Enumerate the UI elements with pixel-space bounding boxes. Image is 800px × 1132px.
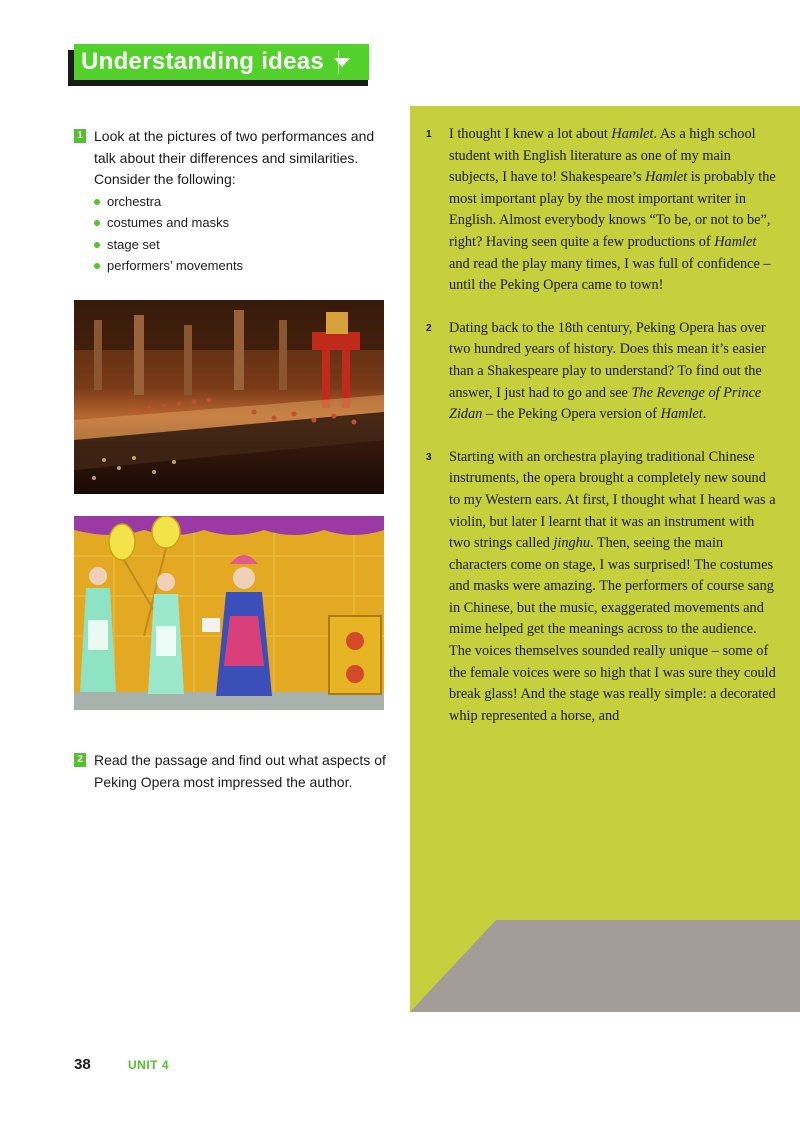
italic-title: jinghu — [553, 535, 590, 552]
reading-passage — [426, 124, 776, 748]
banner-divider — [338, 50, 339, 74]
paragraph-text: is probably the most important play by the most important writer in English. Almost everybody knows “To be, or not to be”, right? Having seen quite a few productions of — [449, 169, 776, 250]
bullet-dot-icon — [94, 199, 100, 205]
section-title: Understanding ideas — [81, 48, 325, 75]
reading-paragraph — [426, 447, 776, 728]
header-banner — [74, 44, 369, 80]
performers-image — [74, 516, 384, 710]
reading-panel-corner — [410, 920, 800, 1012]
task-1 — [74, 126, 394, 277]
task-1-instruction: Look at the pictures of two performances and talk about their differences and similarities. Consider the following: — [94, 128, 375, 187]
orchestra-stage-image — [74, 300, 384, 494]
italic-title: Hamlet — [660, 406, 703, 423]
task-2-instruction: Read the passage and find out what aspects of Peking Opera most impressed the author. — [94, 752, 386, 790]
page-number: 38 — [74, 1056, 91, 1073]
italic-title: Hamlet — [611, 126, 654, 142]
paragraph-number: 2 — [426, 322, 432, 334]
consider-list — [74, 191, 394, 277]
bullet-dot-icon — [94, 263, 100, 269]
bullet-dot-icon — [94, 242, 100, 248]
bullet-dot-icon — [94, 220, 100, 226]
paragraph-number: 1 — [426, 129, 432, 140]
consider-list-item: orchestra — [94, 191, 394, 213]
paragraph-number: 3 — [426, 451, 432, 463]
consider-list-item: costumes and masks — [94, 212, 394, 234]
consider-list-item: performers’ movements — [94, 255, 394, 277]
task-number-badge: 1 — [74, 129, 86, 143]
task-number-badge: 2 — [74, 753, 86, 767]
paragraph-text: . As a high school student with English literature as one of my main subjects, I have to! Shakespeare’s — [449, 126, 756, 186]
reading-paragraph — [426, 124, 776, 297]
reading-paragraph — [426, 318, 776, 426]
paragraph-text: . Then, seeing the main characters come on stage, I was surprised! The costumes and masks were amazing. The performers of course sang in Chinese, but the music, exaggerated movements and mime helped get the meanings across to the audience. The voices themselves sounded really unique – some of the female voices were so high that I was sure they could break glass! And the stage was really simple: a decorated whip represented a horse, and — [449, 535, 776, 724]
chevron-down-icon — [334, 58, 350, 67]
paragraph-text: I thought I knew a lot about — [449, 126, 612, 142]
paragraph-text: – the Peking Opera version of — [482, 406, 661, 423]
paragraph-text: and read the play many times, I was full of confidence – until the Peking Opera came to town! — [449, 255, 771, 294]
italic-title: The Revenge of Prince Zidan — [449, 384, 762, 423]
paragraph-text: . — [702, 406, 707, 423]
italic-title: Hamlet — [645, 169, 688, 186]
task-2 — [74, 750, 394, 793]
consider-list-item: stage set — [94, 234, 394, 256]
italic-title: Hamlet — [714, 233, 757, 250]
paragraph-text: Starting with an orchestra playing traditional Chinese instruments, the opera brought a completely new sound to my Western ears. At first, I thought what I heard was a violin, but later I learnt that it was an instrument with two strings called — [449, 448, 776, 552]
unit-label: UNIT 4 — [128, 1058, 170, 1072]
opera-stage-photo — [74, 300, 384, 494]
opera-performers-photo — [74, 516, 384, 710]
paragraph-text: Dating back to the 18th century, Peking Opera has over two hundred years of history. Does this mean it’s easier than a Shakespeare play to understand? To find out the answer, I just had to go and see — [449, 319, 766, 401]
